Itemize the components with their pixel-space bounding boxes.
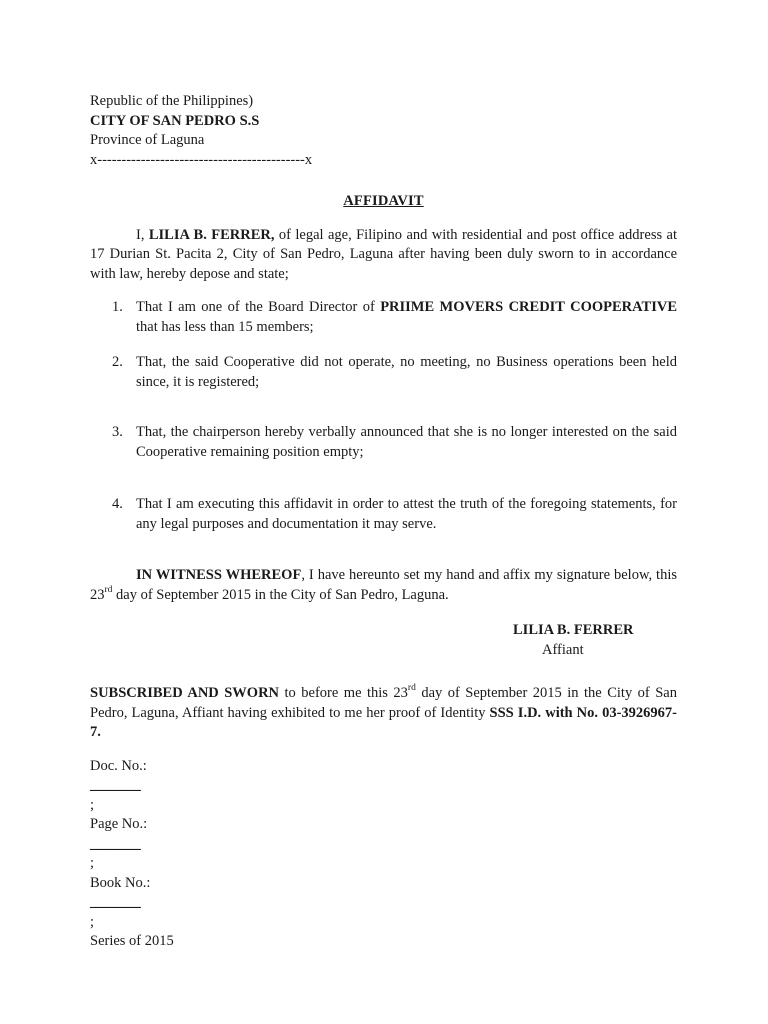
caption-city: CITY OF SAN PEDRO S.S (90, 112, 260, 129)
intro-pre: I, (136, 226, 149, 243)
jurat-text-2: day of September 2015 in the City of San Pedro, Laguna, Affiant having exhibited to me her proof of Identity (90, 685, 677, 721)
item-text-pre: That I am one of the Board Director of (136, 299, 381, 315)
affiant-role: Affiant (542, 641, 584, 658)
page-number-label: Page No.: (90, 816, 148, 832)
item-number: 3. (112, 424, 123, 440)
witness-heading: IN WITNESS WHEREOF (136, 567, 302, 583)
item-text: That, the chairperson hereby verbally announced that she is no longer interested on the said Cooperative remaining position empty; (136, 424, 677, 460)
notarial-register (90, 757, 677, 952)
intro-post: of legal age, Filipino and with residential and post office address at 17 Durian St. Pacita 2, City of San Pedro, Laguna after having been duly sworn to in accordance with law, hereby depose and state; (90, 226, 677, 282)
identity-document: SSS I.D. with No. 03-3926967-7. (90, 704, 677, 740)
list-item (90, 495, 677, 534)
item-text-post: that has less than 15 members; (136, 318, 314, 335)
doc-number-line (90, 757, 677, 816)
book-number-blank: _______ (90, 894, 141, 910)
witness-ordinal: rd (104, 584, 113, 595)
item-number: 1. (112, 299, 123, 315)
item-text: That I am executing this affidavit in order to attest the truth of the foregoing statements, for any legal purposes and documentation it may serve. (136, 496, 677, 532)
cooperative-name: PRIIME MOVERS CREDIT COOPERATIVE (380, 299, 677, 315)
witness-text-2: day of September 2015 in the City of San Pedro, Laguna. (112, 586, 449, 603)
witness-text-1: , I have hereunto set my hand and affix my signature below, this 23 (90, 567, 678, 603)
caption-province: Province of Laguna (90, 132, 205, 148)
item-number: 2. (112, 354, 123, 370)
jurat-text-1: to before me this 23 (279, 685, 408, 701)
jurat-ordinal: rd (407, 683, 416, 694)
affidavit-page (90, 92, 677, 952)
list-item (90, 298, 677, 337)
venue-caption (90, 92, 677, 170)
list-item (90, 423, 677, 462)
book-number-end: ; (90, 913, 95, 930)
caption-republic: Republic of the Philippines) (90, 93, 254, 109)
doc-number-blank: _______ (90, 777, 141, 793)
page-number-blank: _______ (90, 835, 141, 852)
statement-list (90, 298, 677, 534)
document-title: AFFIDAVIT (343, 193, 424, 209)
item-number: 4. (112, 496, 123, 512)
affiant-signature-block (513, 621, 677, 660)
page-number-line (90, 815, 677, 874)
book-number-line (90, 874, 677, 933)
book-number-label: Book No.: (90, 874, 151, 891)
jurat-heading: SUBSCRIBED AND SWORN (90, 685, 280, 701)
affiant-name-inline: LILIA B. FERRER, (148, 226, 275, 243)
doc-number-end: ; (90, 796, 95, 813)
list-item (90, 353, 677, 392)
intro-paragraph (90, 226, 677, 285)
caption-divider: x-------------------------------------------x (90, 151, 313, 168)
page-number-end: ; (90, 855, 95, 871)
series-line: Series of 2015 (90, 933, 174, 949)
item-text: That, the said Cooperative did not operate, no meeting, no Business operations been held since, it is registered; (136, 354, 677, 390)
affiant-name: LILIA B. FERRER (513, 622, 634, 638)
jurat-paragraph (90, 684, 677, 743)
doc-number-label: Doc. No.: (90, 757, 147, 774)
witness-paragraph (90, 566, 677, 605)
